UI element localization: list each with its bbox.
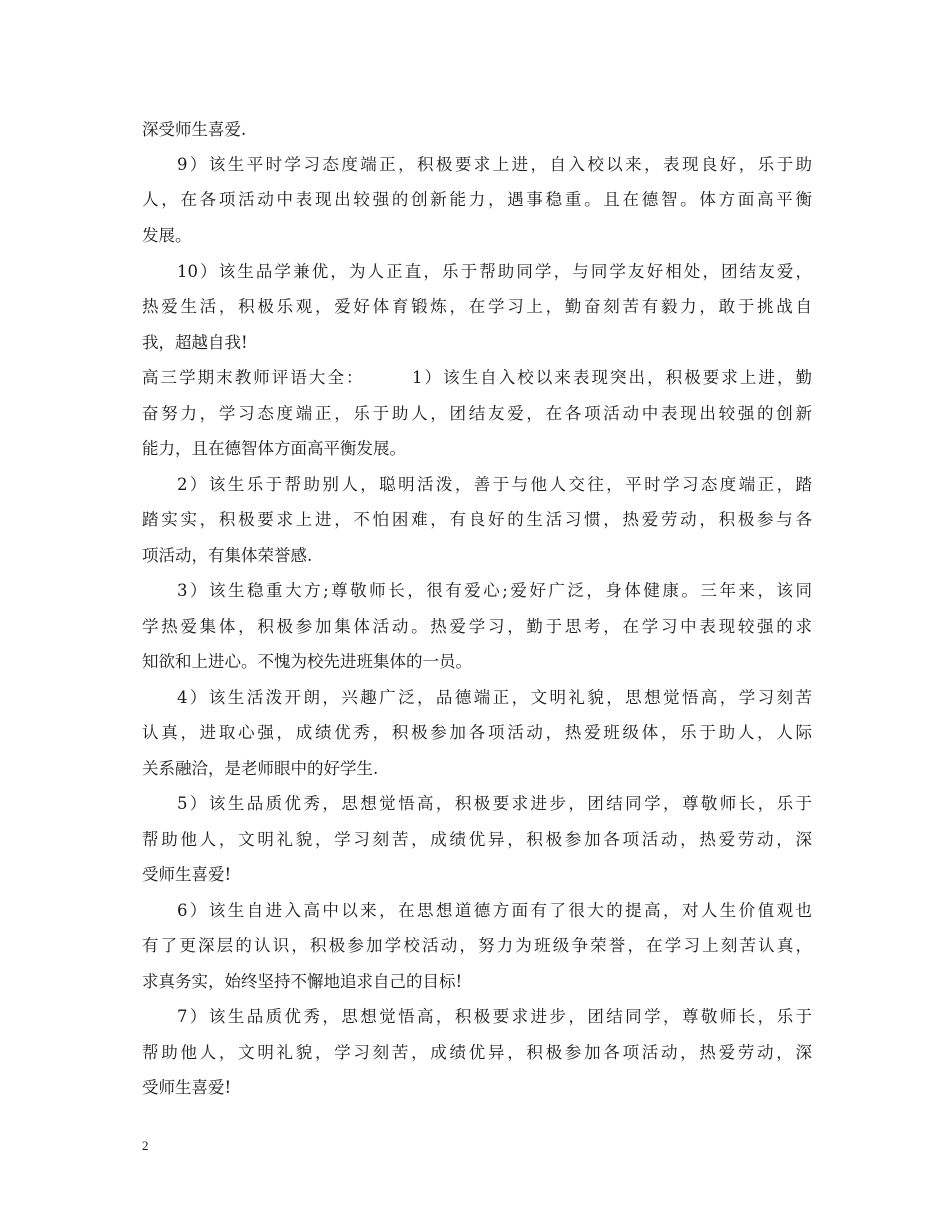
text-line: 高三学期末教师评语大全： 1）该生自入校以来表现突出，积极要求上进，勤 bbox=[142, 368, 812, 387]
text-line: 知欲和上进心。不愧为校先进班集体的一员。 bbox=[142, 652, 472, 671]
text-line: 6）该生自进入高中以来，在思想道德方面有了很大的提高，对人生价值观也 bbox=[177, 901, 812, 920]
text-line: 热爱生活，积极乐观，爱好体育锻炼，在学习上，勤奋刻苦有毅力，敢于挑战自 bbox=[142, 297, 812, 316]
text-line: 10）该生品学兼优，为人正直，乐于帮助同学，与同学友好相处，团结友爱， bbox=[177, 262, 812, 281]
text-line: 奋努力，学习态度端正，乐于助人，团结友爱，在各项活动中表现出较强的创新 bbox=[142, 404, 812, 423]
text-line: 能力，且在德智体方面高平衡发展。 bbox=[142, 439, 406, 458]
text-line: 4）该生活泼开朗，兴趣广泛，品德端正，文明礼貌，思想觉悟高，学习刻苦 bbox=[177, 688, 812, 707]
text-line: 关系融洽，是老师眼中的好学生. bbox=[142, 759, 379, 778]
text-line: 深受师生喜爱. bbox=[142, 120, 247, 139]
text-line: 受师生喜爱! bbox=[142, 865, 232, 884]
text-line: 7）该生品质优秀，思想觉悟高，积极要求进步，团结同学，尊敬师长，乐于 bbox=[177, 1007, 812, 1026]
text-line: 受师生喜爱! bbox=[142, 1078, 232, 1097]
page-number: 2 bbox=[142, 1138, 149, 1153]
text-line: 我，超越自我! bbox=[142, 333, 248, 352]
text-line: 5）该生品质优秀，思想觉悟高，积极要求进步，团结同学，尊敬师长，乐于 bbox=[177, 794, 812, 813]
text-line: 3）该生稳重大方;尊敬师长，很有爱心;爱好广泛，身体健康。三年来，该同 bbox=[177, 581, 812, 600]
text-line: 认真，进取心强，成绩优秀，积极参加各项活动，热爱班级体，乐于助人，人际 bbox=[142, 723, 812, 742]
text-line: 求真务实，始终坚持不懈地追求自己的目标! bbox=[142, 972, 463, 991]
text-line: 9）该生平时学习态度端正，积极要求上进，自入校以来，表现良好，乐于助 bbox=[177, 155, 812, 174]
text-line: 学热爱集体，积极参加集体活动。热爱学习，勤于思考，在学习中表现较强的求 bbox=[142, 617, 812, 636]
text-line: 帮助他人，文明礼貌，学习刻苦，成绩优异，积极参加各项活动，热爱劳动，深 bbox=[142, 1043, 812, 1062]
text-line: 项活动，有集体荣誉感. bbox=[142, 546, 313, 565]
text-line: 人，在各项活动中表现出较强的创新能力，遇事稳重。且在德智。体方面高平衡 bbox=[142, 190, 812, 209]
text-line: 有了更深层的认识，积极参加学校活动，努力为班级争荣誉，在学习上刻苦认真， bbox=[142, 936, 812, 955]
text-line: 踏实实，积极要求上进，不怕困难，有良好的生活习惯，热爱劳动，积极参与各 bbox=[142, 510, 812, 529]
text-line: 发展。 bbox=[142, 226, 192, 245]
text-line: 帮助他人，文明礼貌，学习刻苦，成绩优异，积极参加各项活动，热爱劳动，深 bbox=[142, 830, 812, 849]
text-line: 2）该生乐于帮助别人，聪明活泼，善于与他人交往，平时学习态度端正，踏 bbox=[177, 475, 812, 494]
